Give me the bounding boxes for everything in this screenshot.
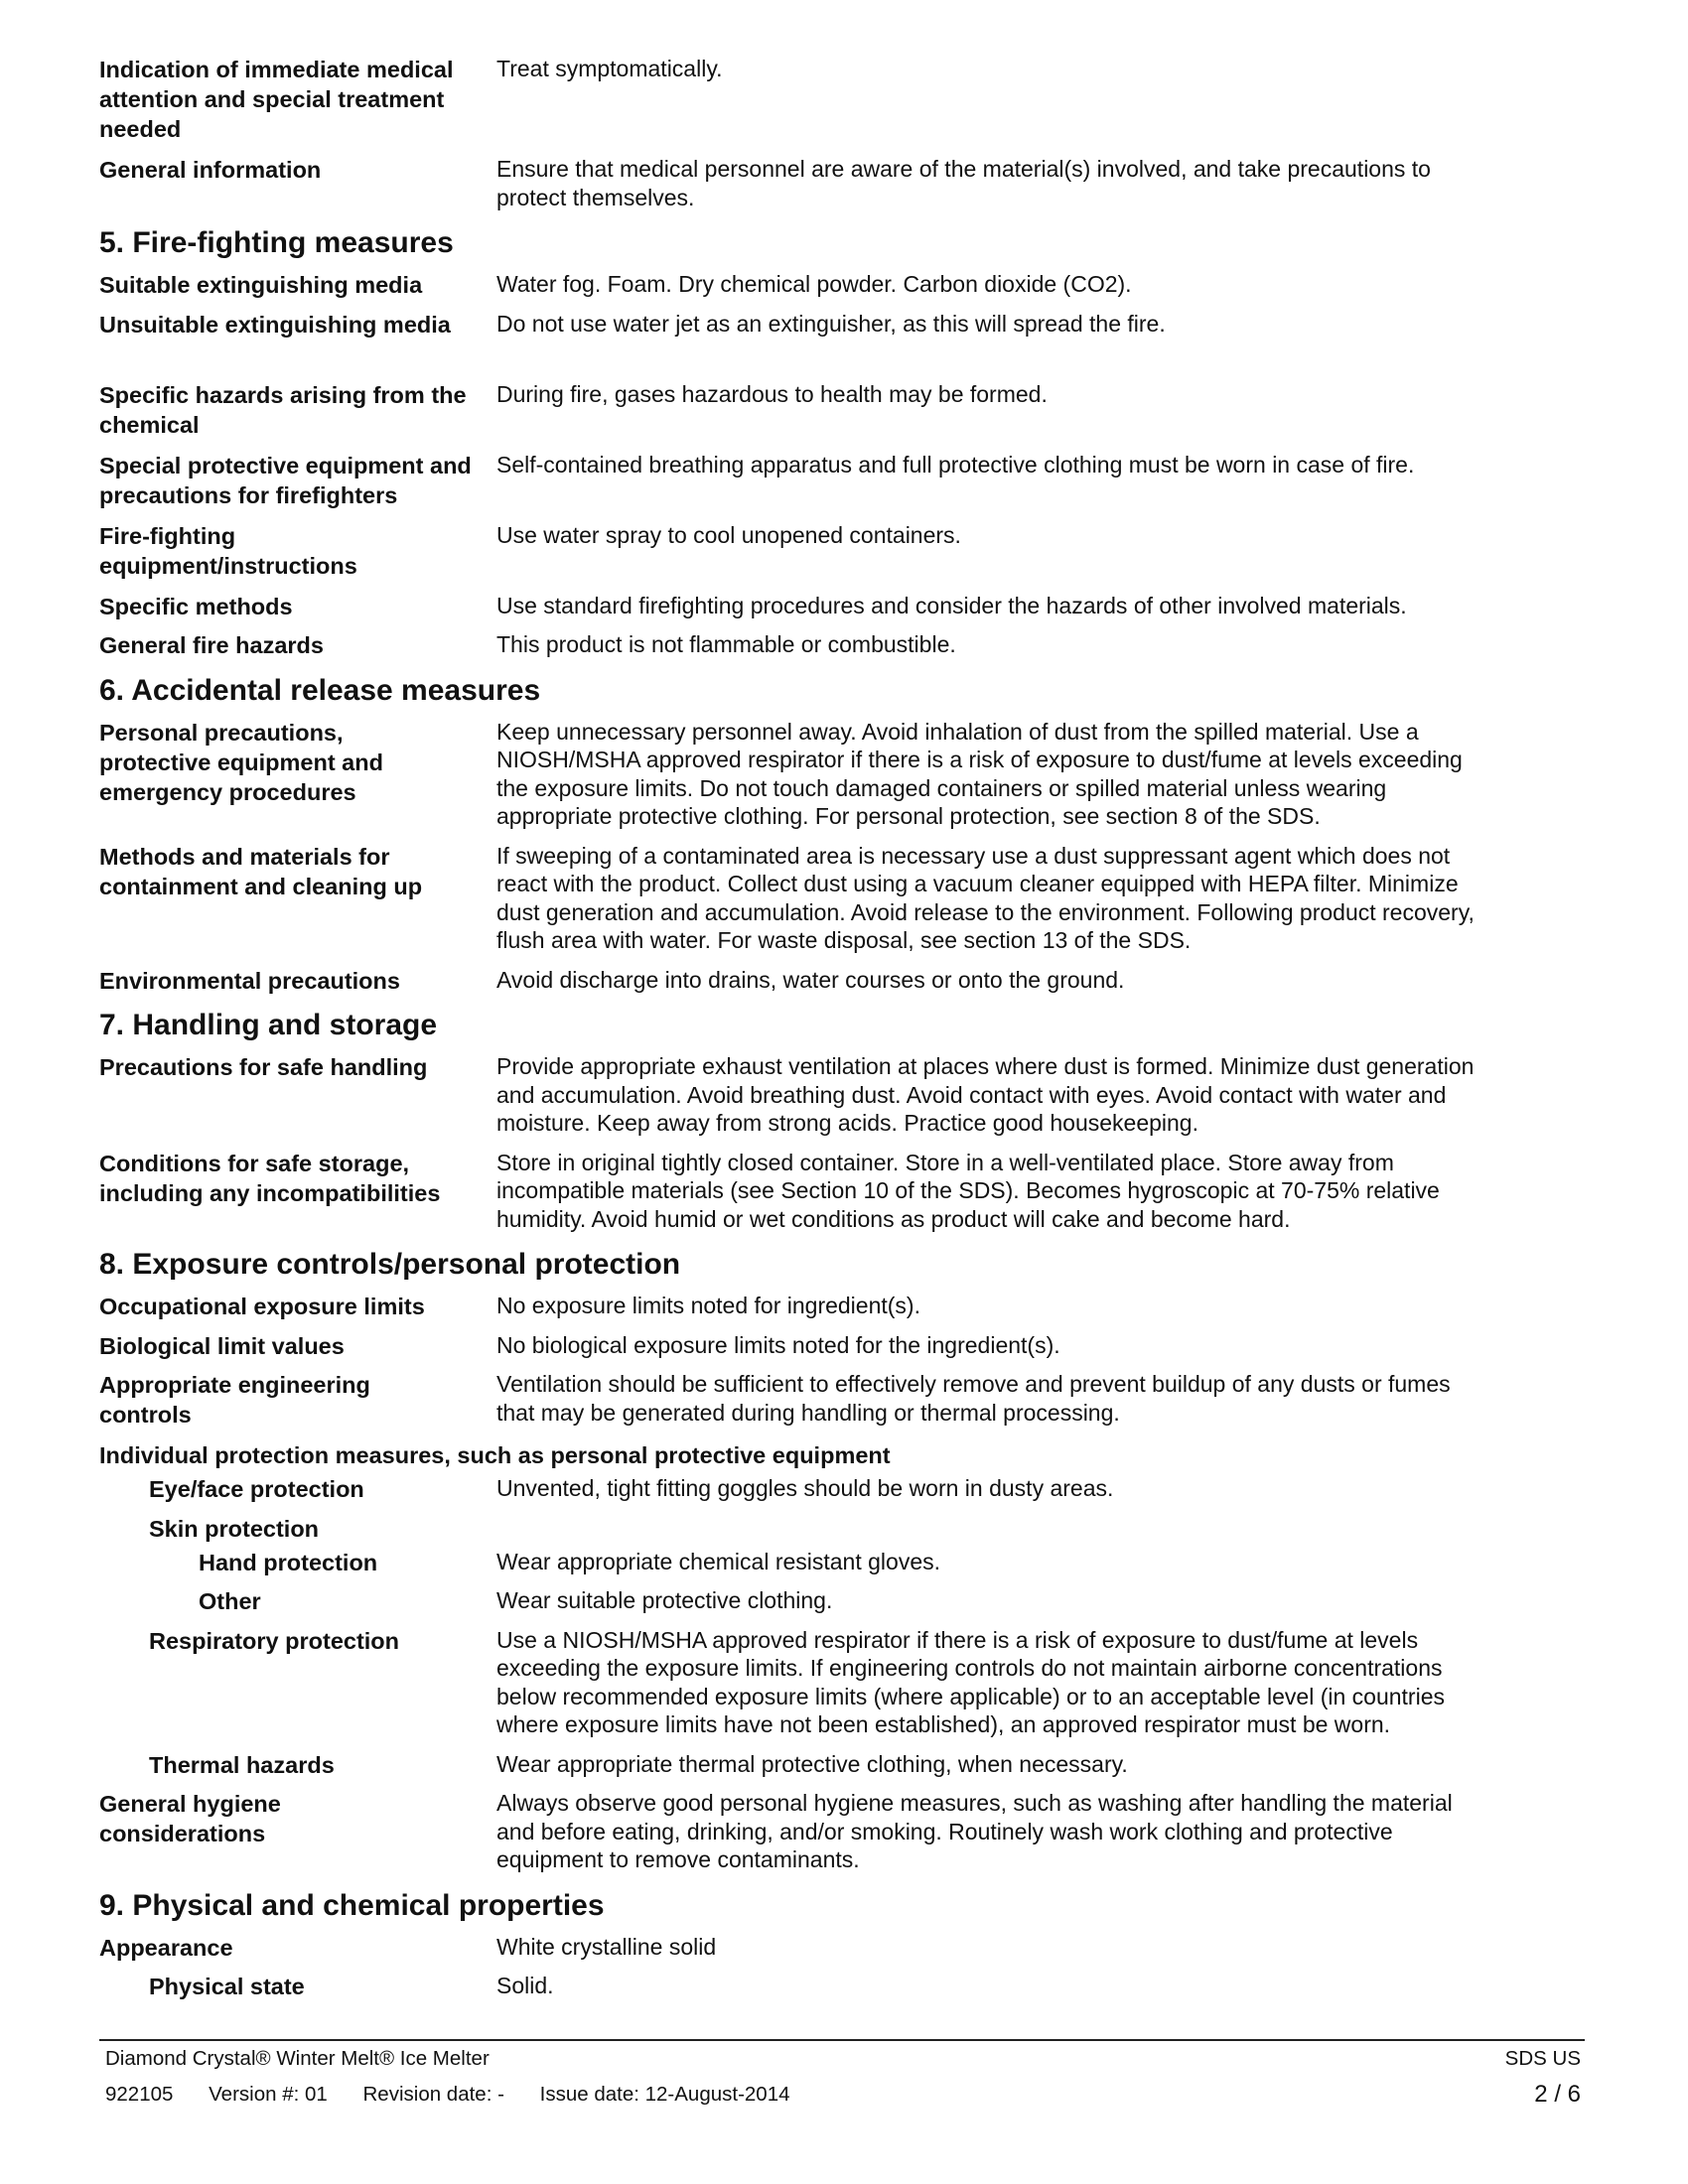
- individual-protection-heading: Individual protection measures, such as personal protective equipment: [99, 1442, 891, 1468]
- field-label: Appropriate engineering controls: [99, 1372, 370, 1428]
- field-label: Thermal hazards: [149, 1751, 335, 1778]
- field-safe-storage: [99, 1149, 1589, 1234]
- field-value: Do not use water jet as an extinguisher, as this will spread the fire.: [496, 310, 1166, 337]
- field-label: Physical state: [149, 1974, 305, 1999]
- field-general-fire-hazards: [99, 630, 1589, 659]
- field-label: General information: [99, 157, 322, 183]
- field-value: Use a NIOSH/MSHA approved respirator if there is a risk of exposure to dust/fume at levels exceeding the exposure limits. If engineering controls do not maintain airborne concentrations below recommended exposure limits (where applicable) or to an acceptable level (in countries where exposure limits have not been established), an approved respirator must be worn.: [496, 1626, 1445, 1737]
- footer-revision-date: Revision date: -: [362, 2083, 504, 2106]
- field-value: Provide appropriate exhaust ventilation at places where dust is formed. Minimize dust generation and accumulation. Avoid breathing dust. Avoid contact with eyes. Avoid contact with water and moisture. Keep away from strong acids. Practice good housekeeping.: [496, 1053, 1475, 1136]
- field-respiratory-protection: [99, 1626, 1589, 1739]
- field-specific-hazards: [99, 380, 1589, 440]
- footer-product-name: Diamond Crystal® Winter Melt® Ice Melter: [105, 2047, 490, 2070]
- field-label: Respiratory protection: [149, 1627, 400, 1654]
- field-value: White crystalline solid: [496, 1933, 717, 1960]
- field-physical-state: [99, 1972, 1589, 2000]
- field-value: Always observe good personal hygiene measures, such as washing after handling the material and before eating, drinking, and/or smoking. Routinely wash work clothing and protective equipment to remove contaminants.: [496, 1790, 1453, 1872]
- field-engineering-controls: [99, 1370, 1589, 1430]
- field-label: Occupational exposure limits: [99, 1294, 425, 1319]
- field-general-hygiene: [99, 1789, 1589, 1874]
- section-title-fire-fighting: 5. Fire-fighting measures: [99, 226, 454, 259]
- field-label: Suitable extinguishing media: [99, 272, 423, 298]
- field-value: Use standard firefighting procedures and consider the hazards of other involved materials.: [496, 592, 1407, 618]
- field-value: Keep unnecessary personnel away. Avoid inhalation of dust from the spilled material. Use a NIOSH/MSHA approved respirator if there is a risk of exposure to dust/fume at levels exceeding the exposure limits. Do not touch damaged containers or spilled material unless wearing appropriate protective clothing. For personal protection, see section 8 of the SDS.: [496, 718, 1463, 829]
- field-occupational-exposure-limits: [99, 1292, 1589, 1320]
- field-value: During fire, gases hazardous to health may be formed.: [496, 380, 1048, 407]
- field-personal-precautions: [99, 718, 1589, 831]
- field-general-information: [99, 155, 1589, 211]
- section-title-accidental-release: 6. Accidental release measures: [99, 673, 541, 707]
- field-biological-limit-values: [99, 1331, 1589, 1360]
- field-value: Ensure that medical personnel are aware of the material(s) involved, and take precautions to protect themselves.: [496, 156, 1431, 210]
- field-other-protection: [99, 1586, 1589, 1615]
- page-footer: [99, 2039, 1585, 2113]
- footer-meta: [105, 2083, 820, 2107]
- section-title-physical-chemical: 9. Physical and chemical properties: [99, 1888, 605, 1922]
- footer-issue-date: Issue date: 12-August-2014: [539, 2083, 790, 2106]
- field-label: Indication of immediate medical attention and special treatment needed: [99, 57, 454, 142]
- sds-page: [99, 55, 1589, 2011]
- field-value: Wear suitable protective clothing.: [496, 1587, 833, 1613]
- field-eye-face-protection: [99, 1474, 1589, 1503]
- field-value: This product is not flammable or combustible.: [496, 631, 956, 657]
- field-label: Fire-fighting equipment/instructions: [99, 522, 357, 579]
- field-hand-protection: [99, 1548, 1589, 1576]
- field-suitable-extinguishing-media: [99, 270, 1589, 299]
- field-value: If sweeping of a contaminated area is necessary use a dust suppressant agent which does not react with the product. Collect dust using a vacuum cleaner equipped with HEPA filter. Minimize dust generation and accumulation. Avoid release to the environment. Following product recovery, flush area with water. For waste disposal, see section 13 of the SDS.: [496, 842, 1475, 953]
- field-value: Self-contained breathing apparatus and full protective clothing must be worn in case of fire.: [496, 451, 1415, 478]
- field-label: Appearance: [99, 1934, 233, 1961]
- field-environmental-precautions: [99, 966, 1589, 995]
- field-value: Water fog. Foam. Dry chemical powder. Carbon dioxide (CO2).: [496, 271, 1132, 297]
- field-label: Eye/face protection: [149, 1476, 364, 1502]
- field-label: Precautions for safe handling: [99, 1054, 428, 1080]
- field-label: Specific methods: [99, 593, 293, 619]
- field-immediate-medical-attention: [99, 55, 1589, 144]
- field-fire-fighting-equipment: [99, 521, 1589, 581]
- field-specific-methods: [99, 592, 1589, 620]
- field-special-protective-equipment: [99, 451, 1589, 510]
- field-value: Wear appropriate thermal protective clothing, when necessary.: [496, 1750, 1128, 1777]
- field-label: General fire hazards: [99, 632, 324, 658]
- footer-page-number: 2 / 6: [1534, 2081, 1581, 2108]
- field-label: Unsuitable extinguishing media: [99, 311, 451, 338]
- field-label: Hand protection: [199, 1549, 378, 1575]
- field-label: General hygiene considerations: [99, 1791, 281, 1846]
- footer-doc-type: SDS US: [1504, 2047, 1581, 2070]
- footer-version: Version #: 01: [209, 2083, 328, 2106]
- field-value: Use water spray to cool unopened containers.: [496, 521, 961, 548]
- field-label: Conditions for safe storage, including any incompatibilities: [99, 1150, 441, 1206]
- field-appearance: [99, 1933, 1589, 1962]
- field-value: Unvented, tight fitting goggles should be worn in dusty areas.: [496, 1475, 1114, 1501]
- field-label: Specific hazards arising from the chemical: [99, 381, 467, 438]
- field-value: Avoid discharge into drains, water courses or onto the ground.: [496, 966, 1125, 993]
- field-value: Wear appropriate chemical resistant gloves.: [496, 1548, 941, 1574]
- skin-protection-heading: Skin protection: [149, 1515, 320, 1542]
- field-containment-cleaning: [99, 842, 1589, 955]
- field-label: Personal precautions, protective equipment and emergency procedures: [99, 719, 383, 805]
- field-value: Treat symptomatically.: [496, 56, 723, 81]
- field-thermal-hazards: [99, 1750, 1589, 1779]
- field-value: No biological exposure limits noted for the ingredient(s).: [496, 1331, 1060, 1358]
- field-label: Environmental precautions: [99, 967, 400, 994]
- field-value: Solid.: [496, 1973, 554, 1998]
- field-label: Other: [199, 1588, 261, 1614]
- field-value: Ventilation should be sufficient to effectively remove and prevent buildup of any dusts or fumes that may be generated during handling or thermal processing.: [496, 1371, 1451, 1426]
- field-unsuitable-extinguishing-media: [99, 310, 1589, 369]
- field-safe-handling: [99, 1052, 1589, 1138]
- field-value: No exposure limits noted for ingredient(s).: [496, 1293, 920, 1318]
- field-label: Methods and materials for containment and cleaning up: [99, 843, 423, 899]
- field-label: Biological limit values: [99, 1332, 345, 1359]
- field-value: Store in original tightly closed container. Store in a well-ventilated place. Store away from incompatible materials (see Section 10 of the SDS). Becomes hygroscopic at 70-75% relative humidity. Avoid humid or wet conditions as product will cake and become hard.: [496, 1149, 1440, 1232]
- section-title-exposure-controls: 8. Exposure controls/personal protection: [99, 1248, 681, 1281]
- field-label: Special protective equipment and precautions for firefighters: [99, 452, 472, 508]
- section-title-handling-storage: 7. Handling and storage: [99, 1009, 438, 1041]
- footer-doc-number: 922105: [105, 2083, 174, 2106]
